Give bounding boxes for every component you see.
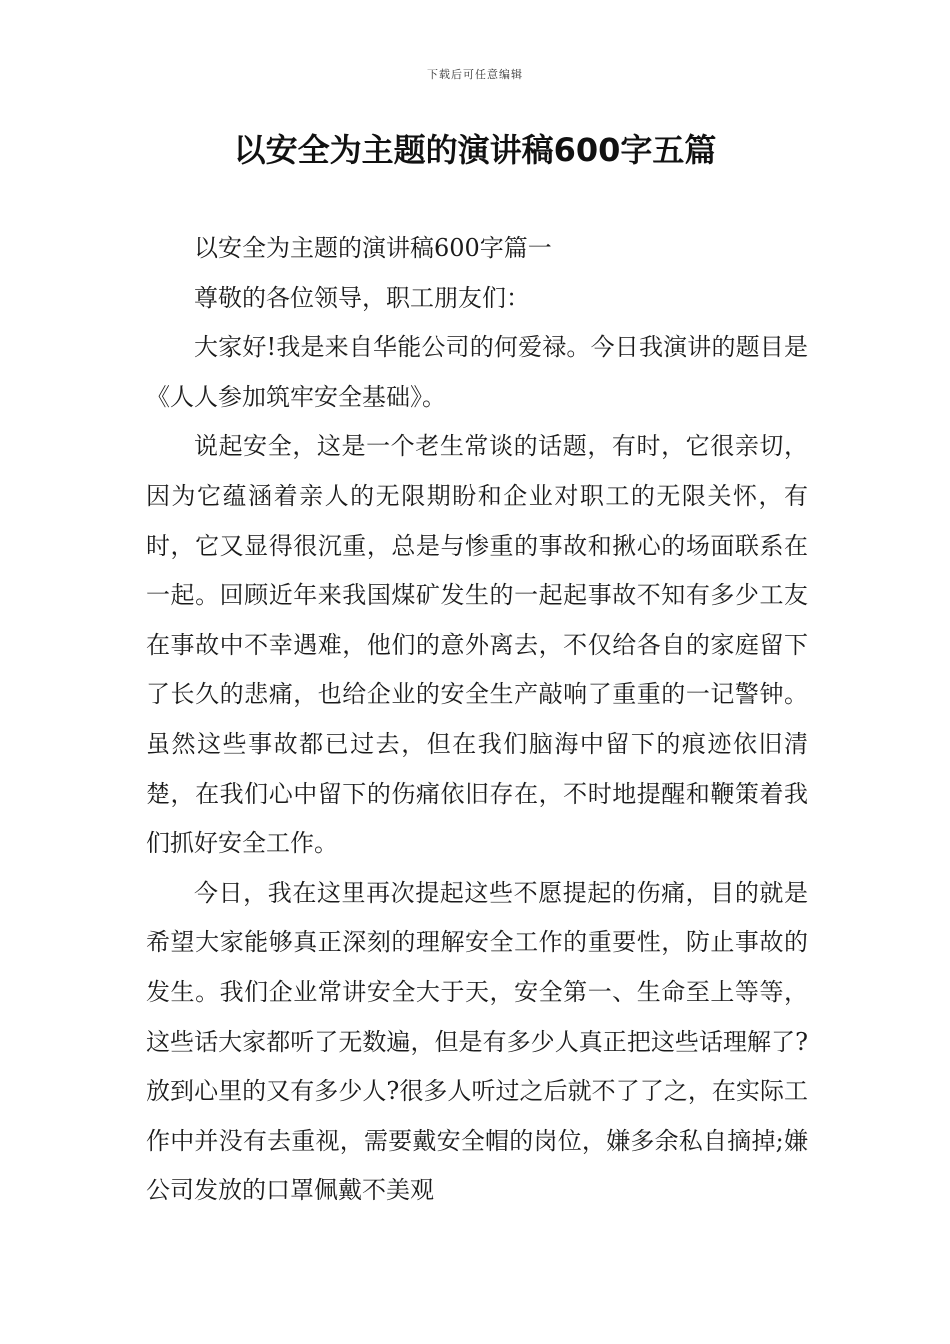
document-body bbox=[146, 224, 808, 1216]
paragraph-section-heading: 以安全为主题的演讲稿600字篇一 bbox=[194, 234, 552, 262]
document-title: 以安全为主题的演讲稿600字五篇 bbox=[233, 131, 717, 169]
paragraph-salutation: 尊敬的各位领导，职工朋友们： bbox=[194, 283, 530, 312]
header-note: 下载后可任意编辑 bbox=[427, 68, 523, 81]
paragraph: 今日，我在这里再次提起这些不愿提起的伤痛，目的就是希望大家能够真正深刻的理解安全工作的重要性，防止事故的发生。我们企业常讲安全大于天，安全第一、生命至上等等，这些话大家都听了无数遍，但是有多少人真正把这些话理解了?放到心里的又有多少人?很多人听过之后就不了了之，在实际工作中并没有去重视，需要戴安全帽的岗位，嫌多余私自摘掉;嫌公司发放的口罩佩戴不美观 bbox=[146, 878, 808, 1205]
paragraph: 大家好!我是来自华能公司的何爱禄。今日我演讲的题目是《人人参加筑牢安全基础》。 bbox=[146, 333, 808, 411]
paragraph: 说起安全，这是一个老生常谈的话题，有时，它很亲切，因为它蕴涵着亲人的无限期盼和企业对职工的无限关怀，有时，它又显得很沉重，总是与惨重的事故和揪心的场面联系在一起。回顾近年来我国煤矿发生的一起起事故不知有多少工友在事故中不幸遇难，他们的意外离去，不仅给各自的家庭留下了长久的悲痛，也给企业的安全生产敲响了重重的一记警钟。虽然这些事故都已过去，但在我们脑海中留下的痕迹依旧清楚，在我们心中留下的伤痛依旧存在，不时地提醒和鞭策着我们抓好安全工作。 bbox=[146, 432, 808, 858]
